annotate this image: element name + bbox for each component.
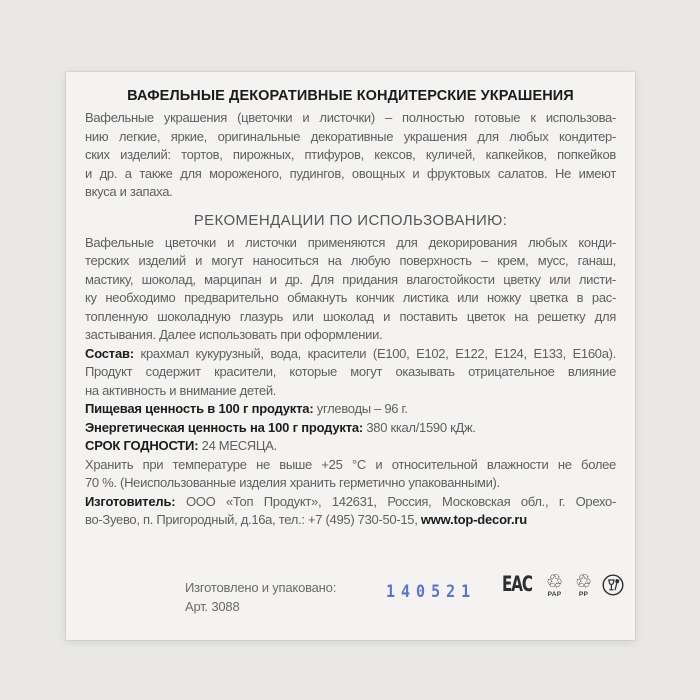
recycle-pap-icon <box>543 573 567 598</box>
nutrition-label: Пищевая ценность в 100 г продукта: <box>85 401 314 416</box>
manufacturer-paragraph <box>85 493 616 530</box>
storage-paragraph <box>85 456 616 493</box>
nutrition-line <box>85 400 616 419</box>
recommendations-line: застывания. Далее использовать при оформлении. <box>85 327 383 342</box>
composition-line <box>85 345 616 364</box>
recommendations-line: терских изделий и могут наноситься на любую поверхность – крем, мусс, ганаш, <box>85 253 616 268</box>
composition-line: Продукт содержит красители, которые могут оказывать отрицательное влияние <box>85 364 616 379</box>
recycle-triangle-icon: ♲ <box>574 571 593 593</box>
intro-line: нию легкие, яркие, оригинальные декоративные украшения для любых кондитер- <box>85 128 616 144</box>
made-and-packed-block <box>185 578 336 616</box>
shelf-life-value: 24 МЕСЯЦА. <box>198 438 277 453</box>
composition-label: Состав: <box>85 345 134 361</box>
recommendations-line: топленную шоколадную глазурь или шоколад и поставить цветок на решетку для <box>85 308 616 324</box>
composition-line: на активность и внимание детей. <box>85 382 277 398</box>
product-title: ВАФЕЛЬНЫЕ ДЕКОРАТИВНЫЕ КОНДИТЕРСКИЕ УКРАШЕНИЯ <box>127 88 574 104</box>
recommendations-paragraph <box>85 234 616 345</box>
storage-line: 70 %. (Неиспользованные изделия хранить герметично упакованными). <box>85 475 500 490</box>
energy-value: 380 ккал/1590 кДж. <box>363 419 476 435</box>
composition-paragraph <box>85 345 616 401</box>
recommendations-line: ку необходимо предварительно обмакнуть кончик листика или ножку цветка в рас- <box>85 290 616 305</box>
manufacturer-website: www.top-decor.ru <box>420 512 527 527</box>
manufacturer-text: ООО «Топ Продукт», 142631, Россия, Московская обл., г. Орехо- <box>175 493 616 509</box>
eac-mark-icon: EAC <box>502 572 532 596</box>
article-number: Арт. 3088 <box>185 599 240 614</box>
nutrition-value: углеводы – 96 г. <box>313 401 408 416</box>
recommendations-line: Вафельные цветочки и листочки применяются для декорирования любых конди- <box>85 234 616 250</box>
energy-label: Энергетическая ценность на 100 г продукта: <box>85 419 364 435</box>
recycle-pp-icon <box>572 573 596 598</box>
intro-line: Вафельные украшения (цветочки и листочки) – полностью готовые к использова- <box>85 110 616 125</box>
manufacturer-line <box>85 511 616 530</box>
manufacturer-label: Изготовитель: <box>85 493 176 509</box>
shelf-life-label: СРОК ГОДНОСТИ: <box>85 438 199 453</box>
recycle-pap-label: PAP <box>547 591 562 598</box>
recommendations-line: мастику, шоколад, марципан и др. Для придания влагостойкости цветку или листи- <box>85 271 616 287</box>
composition-text: крахмал кукурузный, вода, красители (Е100, Е102, Е122, Е124, Е133, Е160а). <box>133 345 616 361</box>
manufacturer-line <box>85 493 616 512</box>
recommendations-heading: РЕКОМЕНДАЦИИ ПО ИСПОЛЬЗОВАНИЮ: <box>193 211 508 229</box>
intro-line: и др. а также для мороженого, пудингов, овощных и фруктовых салатов. Не имеют <box>85 165 616 181</box>
certification-icons <box>502 573 625 602</box>
intro-paragraph <box>85 109 616 202</box>
intro-line: ских изделий: тортов, пирожных, птифуров, кексов, куличей, капкейков, попкейков <box>85 147 616 162</box>
energy-line <box>85 419 616 438</box>
date-stamp: 140521 <box>386 580 477 602</box>
recycle-triangle-icon: ♲ <box>545 571 564 593</box>
manufacturer-text: во-Зуево, п. Пригородный, д.16а, тел.: +7 (495) 730-50-15, <box>85 512 421 527</box>
recycle-pp-label: PP <box>578 591 589 598</box>
shelf-life-line <box>85 437 616 456</box>
made-and-packed-label: Изготовлено и упаковано: <box>185 580 337 595</box>
product-label-card <box>66 72 635 640</box>
intro-line: вкуса и запаха. <box>85 184 173 199</box>
food-safe-glass-fork-icon <box>601 573 625 602</box>
storage-line: Хранить при температуре не выше +25 °С и относительной влажности не более <box>85 456 616 472</box>
